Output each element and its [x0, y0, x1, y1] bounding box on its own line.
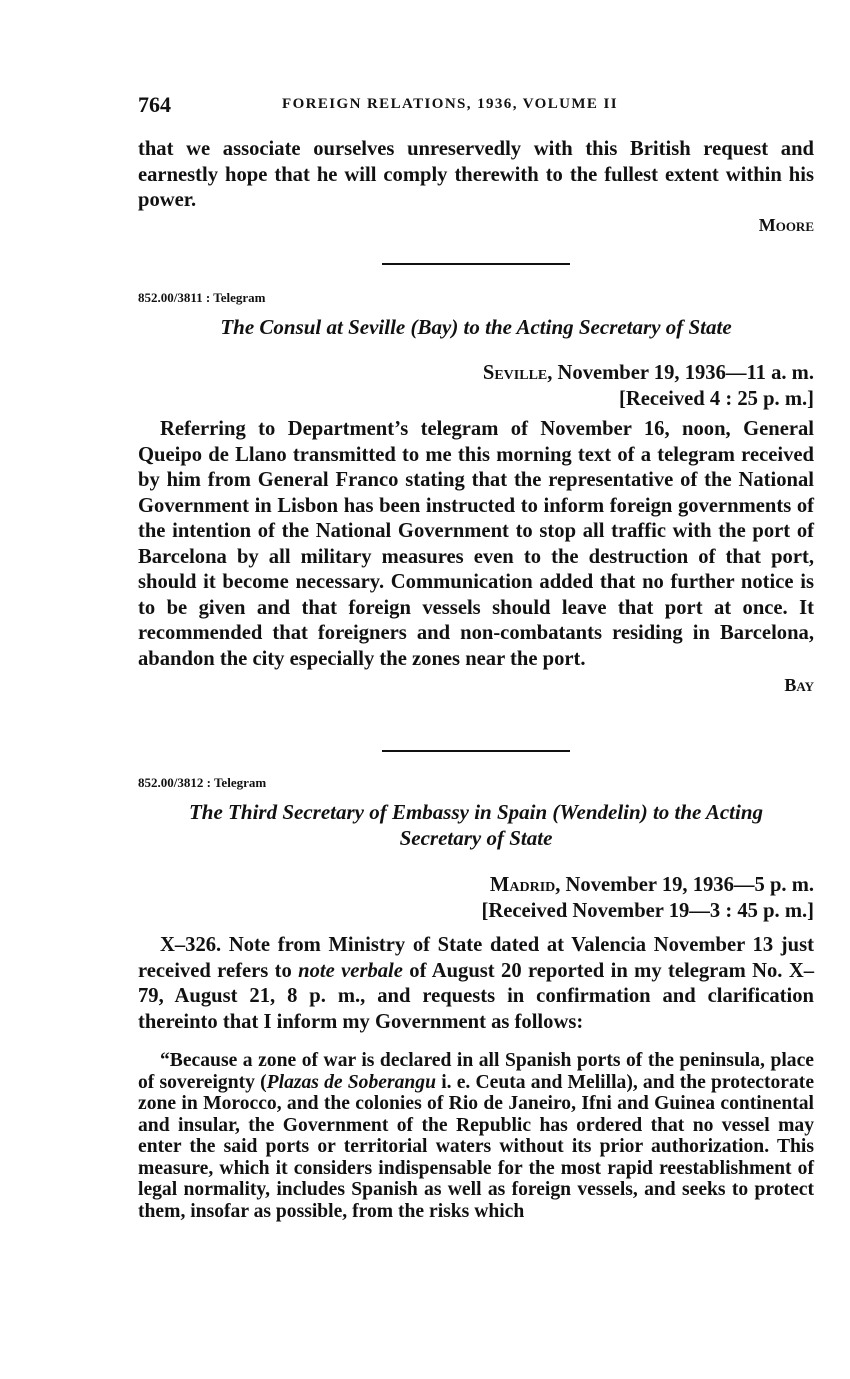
dateline-place: Seville,: [482, 362, 553, 384]
dateline-date: November 19, 1936—5 p. m.: [560, 874, 814, 896]
body-text: X–326. Note from Ministry of State dated at Valencia November 13 just received refers to: [138, 934, 814, 982]
body-text: of August 20 reported in my telegram No. X–79, August 21, 8 p. m., and requests in confirmation and clarification thereinto that I inform my Government as follows:: [138, 959, 815, 1033]
document-title: The Consul at Seville (Bay) to the Acting Secretary of State: [220, 315, 732, 339]
quote-italic-text: Plazas de Soberangu: [266, 1071, 436, 1093]
body-italic-text: note verbale: [298, 959, 403, 982]
document-title-line: The Third Secretary of Embassy in Spain (Wendelin) to the Acting: [188, 800, 764, 824]
signature-moore: Moore: [758, 214, 814, 235]
file-number: 852.00/3812 : Telegram: [138, 775, 267, 790]
running-head: FOREIGN RELATIONS, 1936, VOLUME II: [282, 96, 618, 112]
section-divider: [382, 263, 570, 265]
dateline: [490, 873, 814, 899]
file-number: 852.00/3811 : Telegram: [138, 290, 266, 305]
body-paragraph: Referring to Department’s telegram of November 16, noon, General Queipo de Llano transmitted to me this morning text of a telegram received by him from General Franco stating that the representative of the National Government in Lisbon has been instructed to inform foreign governments of the intention of the National Government to stop all traffic with the port of Barcelona by all military measures even to the destruction of that port, should it become necessary. Communication added that no further notice is to be given and that foreign vessels should leave that port at once. It recommended that foreigners and non-combatants residing in Barcelona, abandon the city especially the zones near the port.: [138, 418, 814, 670]
received-line: [Received November 19—3 : 45 p. m.]: [481, 900, 814, 922]
telegram-body: [138, 417, 814, 696]
continuation-text: that we associate ourselves unreservedly with this British request and earnestly hope that he will comply therewith to the fullest extent within his power.: [138, 138, 814, 211]
body-paragraph: [138, 933, 814, 1035]
continuation-block: [138, 137, 814, 236]
dateline-date: November 19, 1936—11 a. m.: [552, 362, 814, 384]
telegram-body: [138, 933, 814, 1035]
page-header: [138, 92, 814, 118]
quote-paragraph: [138, 1050, 814, 1222]
received-line: [Received 4 : 25 p. m.]: [618, 388, 814, 410]
document-title-line: Secretary of State: [399, 826, 553, 850]
dateline-place: Madrid,: [489, 874, 561, 896]
page-number: 764: [138, 92, 171, 117]
signature-bay: Bay: [784, 675, 814, 695]
quote-text: “Because a zone of war is declared in all Spanish ports of the peninsula, place of sovereignty (: [138, 1050, 814, 1093]
dateline: [483, 361, 814, 387]
quote-text: i. e. Ceuta and Melilla), and the protectorate zone in Morocco, and the colonies of Rio de Janeiro, Ifni and Guinea continental and insular, the Government of the Republic has ordered that no vessel may enter the said ports or territorial waters without its prior authorization. This measure, which it considers indispensable for the most rapid reestablishment of legal normality, includes Spanish as well as foreign vessels, and seeks to protect them, insofar as possible, from the risks which: [138, 1071, 815, 1222]
quoted-note: [138, 1050, 814, 1222]
section-divider: [382, 750, 570, 752]
